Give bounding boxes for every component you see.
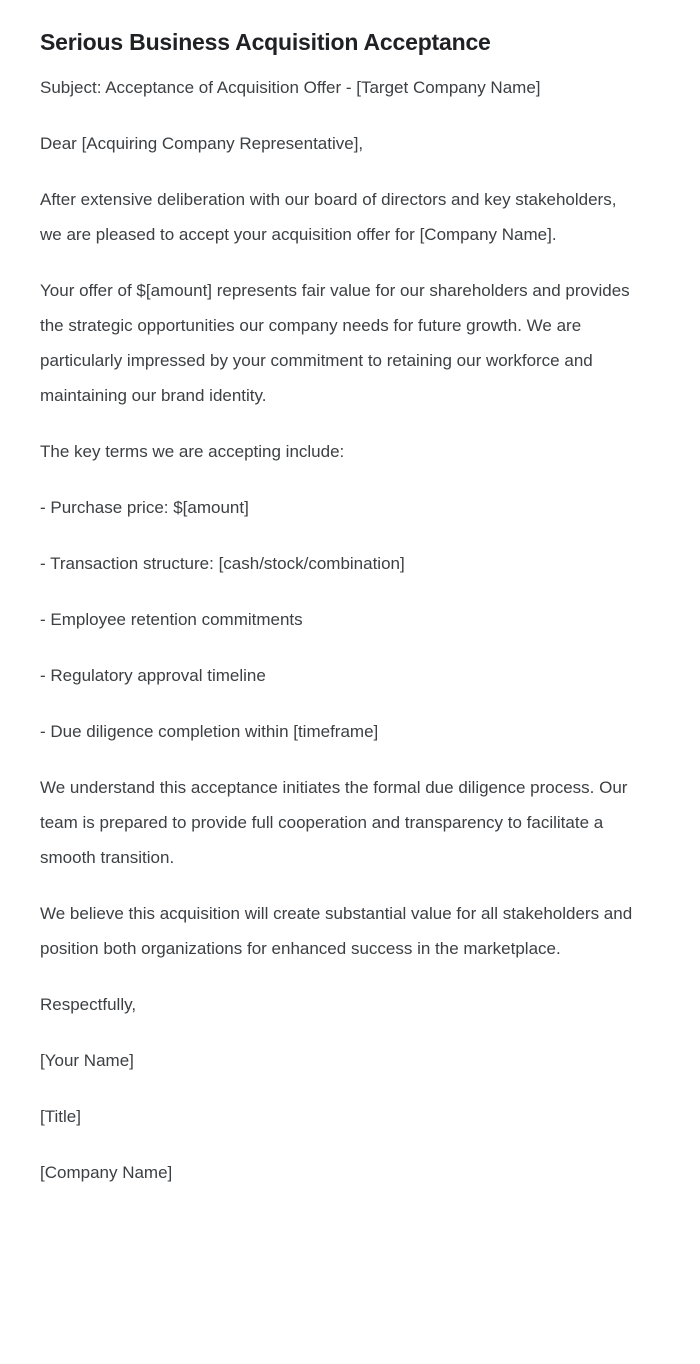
paragraph-key-terms-intro: The key terms we are accepting include: xyxy=(40,442,345,461)
document-body xyxy=(40,70,640,1190)
paragraph-closing: Respectfully, xyxy=(40,995,137,1014)
paragraph-term-due-diligence: - Due diligence completion within [timeframe] xyxy=(40,722,379,741)
paragraph-term-purchase-price: - Purchase price: $[amount] xyxy=(40,498,249,517)
page-title: Serious Business Acquisition Acceptance xyxy=(40,29,491,55)
paragraph-signature-company: [Company Name] xyxy=(40,1163,173,1182)
paragraph-acceptance-statement: After extensive deliberation with our board of directors and key stakeholders, we are pleased to accept your acquisition offer for [Company Name]. xyxy=(40,190,617,244)
paragraph-term-transaction-structure: - Transaction structure: [cash/stock/combination] xyxy=(40,554,405,573)
paragraph-offer-valuation: Your offer of $[amount] represents fair value for our shareholders and provides the strategic opportunities our company needs for future growth. We are particularly impressed by your commitment to retaining our workforce and maintaining our brand identity. xyxy=(40,281,630,405)
paragraph-signature-name: [Your Name] xyxy=(40,1051,134,1070)
paragraph-salutation: Dear [Acquiring Company Representative], xyxy=(40,134,364,153)
paragraph-due-diligence-process: We understand this acceptance initiates the formal due diligence process. Our team is prepared to provide full cooperation and transparency to facilitate a smooth transition. xyxy=(40,778,628,867)
paragraph-signature-title: [Title] xyxy=(40,1107,81,1126)
paragraph-term-employee-retention: - Employee retention commitments xyxy=(40,610,303,629)
paragraph-term-regulatory-approval: - Regulatory approval timeline xyxy=(40,666,266,685)
paragraph-subject-line: Subject: Acceptance of Acquisition Offer - [Target Company Name] xyxy=(40,78,541,97)
paragraph-value-creation: We believe this acquisition will create substantial value for all stakeholders and position both organizations for enhanced success in the marketplace. xyxy=(40,904,633,958)
